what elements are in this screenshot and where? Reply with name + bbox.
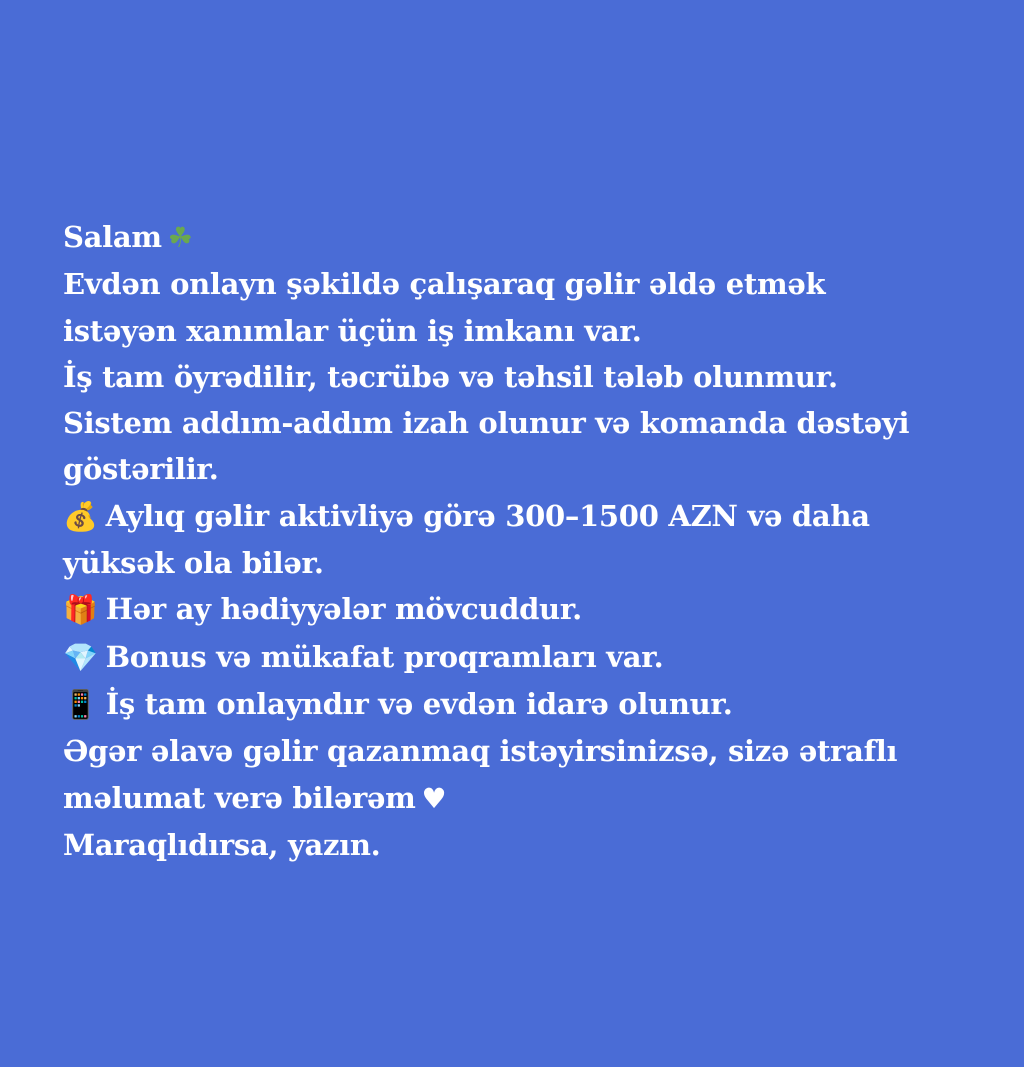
online-text: İş tam onlayndır və evdən idarə olunur. <box>105 686 733 721</box>
final-line: Maraqlıdırsa, yazın. <box>63 827 381 862</box>
greeting-line <box>63 214 983 261</box>
body-line-4: Sistem addım-addım izah olunur və komanda dəstəyi <box>63 406 910 441</box>
income-text-1: Aylıq gəlir aktivliyə görə 300–1500 AZN və daha <box>105 498 870 533</box>
body-line-2: istəyən xanımlar üçün iş imkanı var. <box>63 313 642 348</box>
white-heart-icon: ♥ <box>421 781 447 815</box>
gift-icon: 🎁 <box>63 593 98 627</box>
closing-text-2: məlumat verə bilərəm <box>63 780 416 815</box>
mobile-phone-icon: 📱 <box>63 687 98 721</box>
bonus-line <box>63 634 983 681</box>
post-text <box>63 214 983 868</box>
body-line-3: İş tam öyrədilir, təcrübə və təhsil tələb olunmur. <box>63 359 838 394</box>
herb-icon: ☘ <box>167 221 193 254</box>
body-line-5: göstərilir. <box>63 452 219 487</box>
online-line <box>63 681 983 728</box>
closing-line-2 <box>63 775 983 822</box>
greeting-text: Salam <box>63 220 162 254</box>
income-line-cont: yüksək ola bilər. <box>63 546 324 581</box>
income-line <box>63 493 983 540</box>
bonus-text: Bonus və mükafat proqramları var. <box>105 639 664 674</box>
body-line-1: Evdən onlayn şəkildə çalışaraq gəlir əldə etmək <box>63 267 826 302</box>
money-bag-icon: 💰 <box>63 499 98 533</box>
gifts-text: Hər ay hədiyyələr mövcuddur. <box>105 592 582 627</box>
closing-line-1: Əgər əlavə gəlir qazanmaq istəyirsinizsə, sizə ətraflı <box>63 734 898 769</box>
gifts-line <box>63 586 983 633</box>
gem-icon: 💎 <box>63 640 98 674</box>
